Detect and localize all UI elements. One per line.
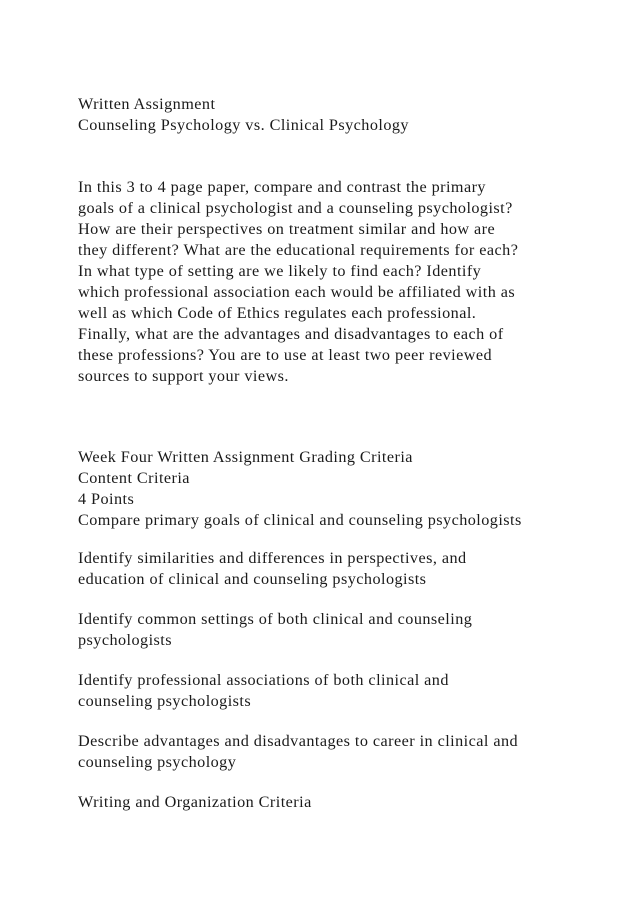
prompt-line: In what type of setting are we likely to find each? Identify: [78, 262, 482, 280]
criterion-2-line-1: Identify similarities and differences in perspectives, and: [78, 549, 467, 567]
prompt-line: In this 3 to 4 page paper, compare and contrast the primary: [78, 178, 486, 196]
prompt-line: these professions? You are to use at least two peer reviewed: [78, 346, 493, 364]
prompt-line: sources to support your views.: [78, 367, 289, 385]
document-title: Written Assignment: [78, 95, 216, 113]
prompt-line: Finally, what are the advantages and disadvantages to each of: [78, 325, 504, 343]
criterion-3-line-2: psychologists: [78, 631, 172, 649]
writing-criteria-heading: Writing and Organization Criteria: [78, 793, 312, 811]
prompt-line: they different? What are the educational requirements for each?: [78, 241, 519, 259]
criterion-2-line-2: education of clinical and counseling psychologists: [78, 570, 427, 588]
criterion-5-line-1: Describe advantages and disadvantages to career in clinical and: [78, 732, 519, 750]
grading-heading: Week Four Written Assignment Grading Criteria: [78, 448, 413, 466]
points-label: 4 Points: [78, 490, 135, 508]
document-subtitle: Counseling Psychology vs. Clinical Psychology: [78, 116, 409, 134]
criterion-5-line-2: counseling psychology: [78, 753, 237, 771]
prompt-line: well as which Code of Ethics regulates each professional.: [78, 304, 477, 322]
prompt-line: How are their perspectives on treatment similar and how are: [78, 220, 496, 238]
prompt-line: goals of a clinical psychologist and a counseling psychologist?: [78, 199, 513, 217]
criterion-4-line-1: Identify professional associations of both clinical and: [78, 671, 449, 689]
criterion-3-line-1: Identify common settings of both clinical and counseling: [78, 610, 473, 628]
content-criteria-heading: Content Criteria: [78, 469, 190, 487]
criterion-4-line-2: counseling psychologists: [78, 692, 252, 710]
prompt-line: which professional association each would be affiliated with as: [78, 283, 516, 301]
criterion-1: Compare primary goals of clinical and counseling psychologists: [78, 511, 522, 529]
